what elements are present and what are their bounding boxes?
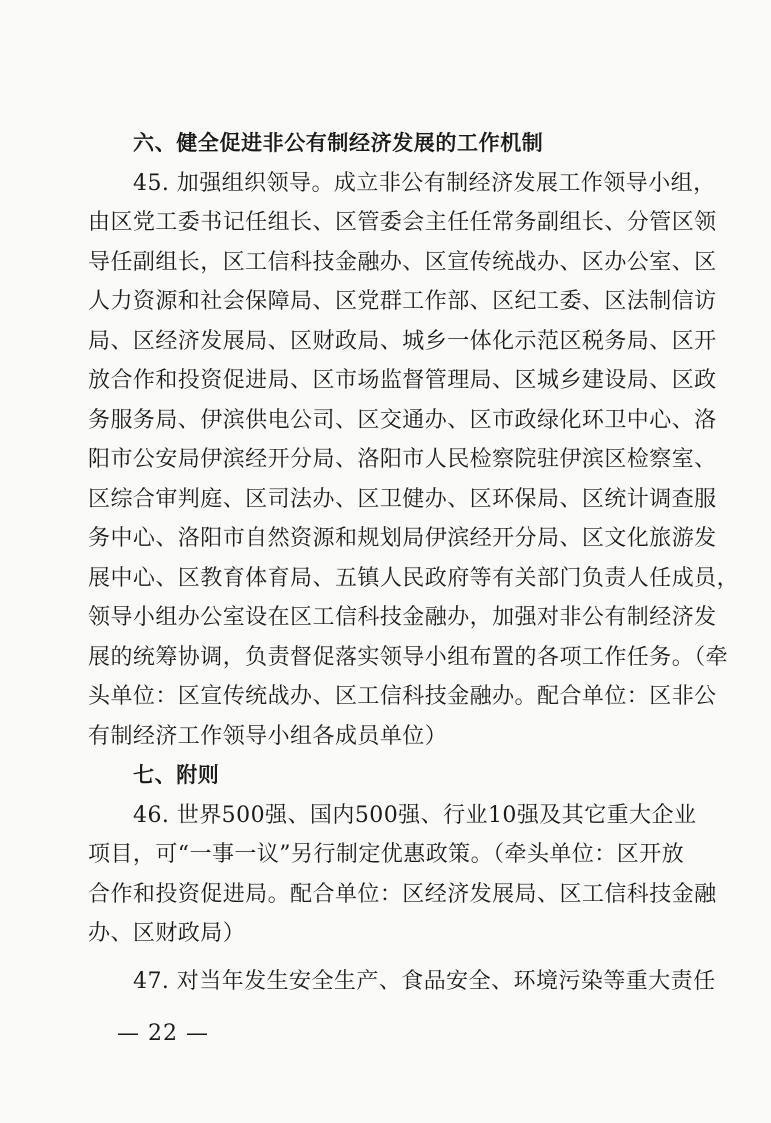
paragraph-gap: [88, 954, 678, 962]
paragraph-line: 合作和投资促进局。配合单位：区经济发展局、区工信科技金融: [88, 881, 717, 907]
paragraph-line: 展的统筹协调，负责督促落实领导小组布置的各项工作任务。（牵: [88, 644, 729, 670]
paragraph-line: 办、区财政局）: [88, 921, 246, 946]
section-heading-7: 七、附则: [133, 763, 220, 787]
paragraph-line: 领导小组办公室设在区工信科技金融办，加强对非公有制经济发: [88, 605, 717, 630]
paragraph-line: 45. 加强组织领导。成立非公有制经济发展工作领导小组，: [133, 170, 716, 196]
paragraph-line: 放合作和投资促进局、区市场监督管理局、区城乡建设局、区政: [88, 368, 717, 393]
paragraph-line: 展中心、区教育体育局、五镇人民政府等有关部门负责人任成员，: [88, 565, 740, 591]
paragraph-line: 务服务局、伊滨供电公司、区交通办、区市政绿化环卫中心、洛: [88, 407, 717, 433]
paragraph-line: 区综合审判庭、区司法办、区卫健办、区环保局、区统计调查服: [88, 486, 717, 512]
page-number: — 22 —: [117, 1021, 209, 1046]
paragraph-line: 47. 对当年发生安全生产、食品安全、环境污染等重大责任: [133, 968, 716, 994]
paragraph-line: 务中心、洛阳市自然资源和规划局伊滨经开分局、区文化旅游发: [88, 526, 717, 551]
paragraph-line: 由区党工委书记任组长、区管委会主任任常务副组长、分管区领: [88, 210, 717, 235]
paragraph-line: 阳市公安局伊滨经开分局、洛阳市人民检察院驻伊滨区检察室、: [88, 447, 717, 472]
paragraph-line: 有制经济工作领导小组各成员单位）: [88, 723, 448, 749]
section-heading-6: 六、健全促进非公有制经济发展的工作机制: [133, 131, 544, 155]
paragraph-line: 导任副组长，区工信科技金融办、区宣传统战办、区办公室、区: [88, 249, 717, 275]
paragraph-line: 头单位：区宣传统战办、区工信科技金融办。配合单位：区非公: [88, 684, 717, 709]
paragraph-line: 人力资源和社会保障局、区党群工作部、区纪工委、区法制信访: [88, 289, 717, 314]
paragraph-line: 局、区经济发展局、区财政局、城乡一体化示范区税务局、区开: [88, 328, 717, 354]
paragraph-line: 项目，可“一事一议”另行制定优惠政策。（牵头单位：区开放: [88, 842, 685, 867]
paragraph-line: 46. 世界500强、国内500强、行业10强及其它重大企业: [133, 802, 697, 828]
document-body: [88, 124, 740, 1001]
